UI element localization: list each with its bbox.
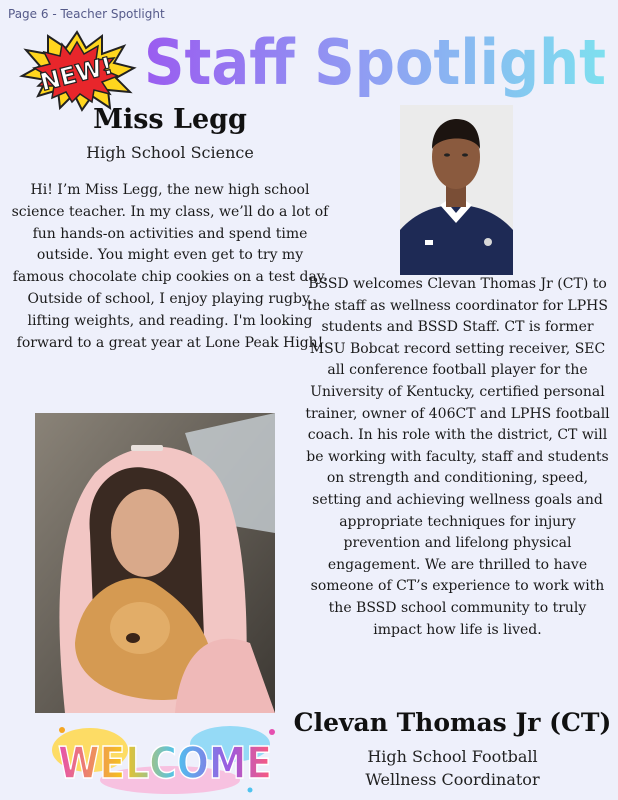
ct-name: Clevan Thomas Jr (CT) [293,708,612,737]
dot-1 [59,727,65,733]
new-badge-text: NEW! [37,51,116,97]
page-label: Page 6 - Teacher Spotlight [8,7,165,21]
dot-2 [269,729,275,735]
legg-bio: Hi! I’m Miss Legg, the new high school science teacher. In my class, we’ll do a lot of fun hands-on activities and spend time outside. You might even get to try my famous chocolate chip cookies on a test day. Outside of school, I enjoy playing rugby, lifting weights, and reading. I'm looking forward to a great year at Lone Peak High! [11,182,329,351]
ct-photo [400,105,513,275]
ct-role-line-2: Wellness Coordinator [365,770,540,789]
new-badge [18,30,136,112]
ct-bio: BSSD welcomes Clevan Thomas Jr (CT) to the staff as wellness coordinator for LPHS students and BSSD Staff. CT is former MSU Bobcat record setting receiver, SEC all conference football player for the University of Kentucky, certified personal trainer, owner of 406CT and LPHS football coach. In his role with the district, CT will be working with faculty, staff and students on strength and conditioning, speed, setting and achieving wellness goals and appropriate techniques for injury prevention and lifelong physical engagement. We are thrilled to have someone of CT’s experience to work with the BSSD school community to truly impact how life is lived. [305,276,610,638]
welcome-graphic [50,720,280,798]
ct-photo-illustration [400,105,513,275]
ct-role [290,745,615,791]
page-title-text: Staff Spotlight [144,26,606,99]
legg-photo [35,413,275,713]
page-title [140,18,610,104]
legg-photo-illustration [35,413,275,713]
legg-role: High School Science [86,143,254,162]
welcome-text: WELCOME [58,738,272,789]
ct-role-line-1: High School Football [367,747,538,766]
legg-name: Miss Legg [93,104,247,135]
